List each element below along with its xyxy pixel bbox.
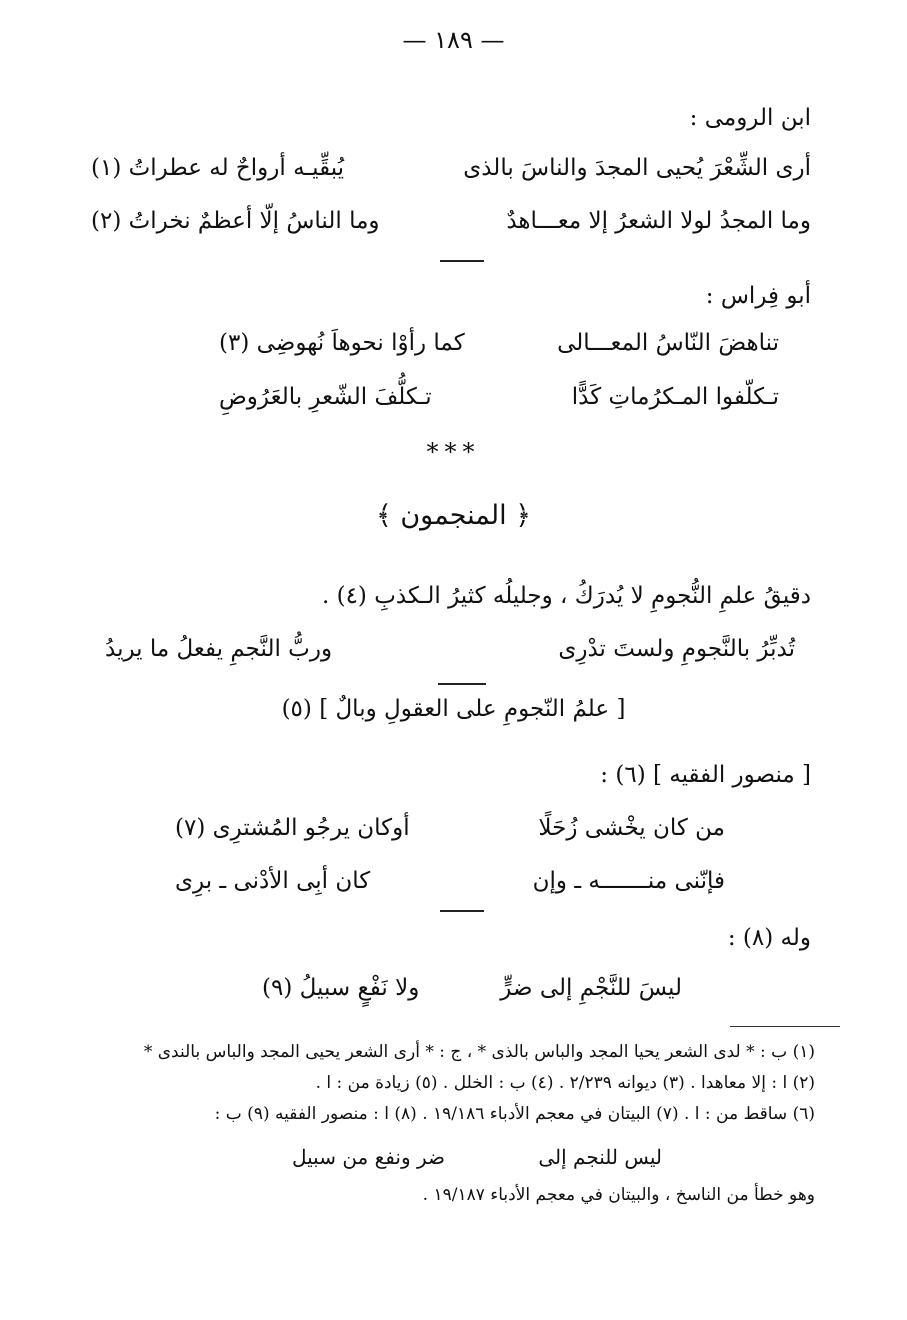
footnote-line: (١) ب : * لدى الشعر يحيا المجد والباس بالذى * ، ج : * أرى الشعر يحيى المجد والباس بالندى * <box>143 1042 815 1062</box>
footnote-line: وهو خطأ من الناسخ ، والبيتان في معجم الأدباء ١٩/١٨٧ . <box>422 1185 815 1205</box>
author-ibn-alrumi: ابن الرومى : <box>689 105 811 131</box>
verse-hemistich-first: ليسَ للنَّجْمِ إلى ضرٍّ <box>500 975 682 1001</box>
speaker-and-his: وله (٨) : <box>727 925 811 951</box>
verse-hemistich-first: أرى الشِّعْرَ يُحيى المجدَ والناسَ بالذى <box>463 155 811 181</box>
verse-line <box>91 208 811 234</box>
verse-line <box>219 384 779 410</box>
verse-hemistich-first: من كان يخْشى زُحَلًا <box>538 815 725 841</box>
verse-hemistich-second: أوكان يرجُو المُشترِى (٧) <box>175 815 410 841</box>
verse-line <box>175 815 725 841</box>
verse-hemistich-second: وربُّ النَّجمِ يفعلُ ما يريدُ <box>105 636 333 662</box>
verse-hemistich-first: تـكلّفوا المـكرُماتِ كَدًّا <box>571 384 779 410</box>
bracketed-verse: [ علمُ النّجومِ على العقولِ وبالٌ ] (٥) <box>281 696 626 722</box>
page-number: — ١٨٩ — <box>402 26 505 54</box>
short-divider <box>438 683 486 685</box>
verse-hemistich-first: تُدبِّرُ بالنَّجومِ ولستَ تدْرِى <box>558 636 795 662</box>
verse-hemistich-second: كان أبِى الأدْنى ـ برِى <box>175 868 371 894</box>
verse-hemistich-second: ضر ونفع من سبيل <box>292 1145 445 1169</box>
footnote-line: (٦) ساقط من : ا . (٧) البيتان في معجم الأدباء ١٩/١٨٦ . (٨) ا : منصور الفقيه (٩) ب : <box>214 1104 815 1124</box>
verse-hemistich-second: وما الناسُ إلّا أعظمٌ نخراتُ (٢) <box>91 208 380 234</box>
footnote-verse <box>292 1145 662 1169</box>
short-divider <box>440 260 484 262</box>
verse-hemistich-first: فإنّنى منـــــــه ـ وإن <box>532 868 725 894</box>
short-divider <box>440 910 484 912</box>
section-separator: *** <box>426 438 481 466</box>
speaker-mansur: [ منصور الفقيه ] (٦) : <box>600 762 811 788</box>
prose-line: دقيقُ علمِ النُّجومِ لا يُدرَكُ ، وجليلُه كثيرُ الـكذبِ (٤) . <box>321 583 811 609</box>
verse-hemistich-second: كما رأوْا نحوهاَ نُهوضِى (٣) <box>219 330 465 356</box>
verse-hemistich-first: وما المجدُ لولا الشعرُ إلا معـــاهدٌ <box>506 208 811 234</box>
author-abu-firas: أبو فِراس : <box>705 283 811 309</box>
verse-hemistich-second: يُبقِّيـه أرواحٌ له عطراتُ (١) <box>91 155 345 181</box>
verse-line <box>262 975 682 1001</box>
verse-hemistich-first: ليس للنجم إلى <box>538 1145 662 1169</box>
verse-hemistich-first: تناهضَ النّاسُ المعـــالى <box>557 330 779 356</box>
verse-hemistich-second: ولا نَفْعٍ سبيلُ (٩) <box>262 975 420 1001</box>
verse-line <box>219 330 779 356</box>
footnote-rule <box>730 1026 840 1027</box>
verse-line <box>105 636 795 662</box>
chapter-heading: ﴿ المنجمون ﴾ <box>375 500 532 531</box>
footnote-line: (٢) ا : إلا معاهدا . (٣) ديوانه ٢/٢٣٩ . (٤) ب : الخلل . (٥) زيادة من : ا . <box>315 1073 815 1093</box>
verse-hemistich-second: تـكلُّفَ الشّعرِ بالعَرُوضِ <box>219 384 432 410</box>
verse-line <box>175 868 725 894</box>
verse-line <box>91 155 811 181</box>
